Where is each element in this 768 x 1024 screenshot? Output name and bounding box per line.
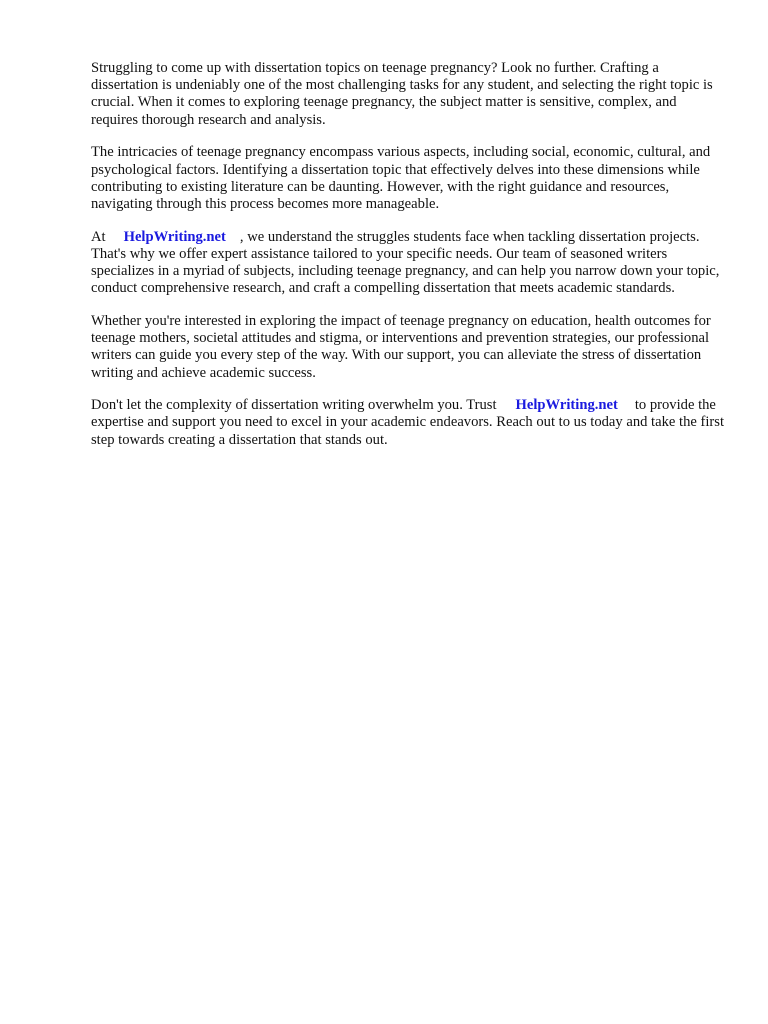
paragraph-text-before-link: At <box>91 228 106 245</box>
helpwriting-link[interactable]: HelpWriting.net <box>123 228 226 245</box>
paragraph-trust <box>91 397 727 449</box>
paragraph-intro: Struggling to come up with dissertation topics on teenage pregnancy? Look no further. Crafting a dissertation is undeniably one of the most challenging tasks for any student, and selecting the right topic is crucial. When it comes to exploring teenage pregnancy, the subject matter is sensitive, complex, and requires thorough research and analysis. <box>91 60 713 128</box>
paragraph-intricacies: The intricacies of teenage pregnancy encompass various aspects, including social, economic, cultural, and psychological factors. Identifying a dissertation topic that effectively delves into these dimensions while contributing to existing literature can be daunting. However, with the right guidance and resources, navigating through this process becomes more manageable. <box>91 144 711 212</box>
paragraph-text-after-link: , we understand the struggles students face when tackling dissertation projects. That's why we offer expert assistance tailored to your specific needs. Our team of seasoned writers specializes in a myriad of subjects, including teenage pregnancy, and can help you narrow down your topic, conduct comprehensive research, and craft a compelling dissertation that meets academic standards. <box>91 228 720 297</box>
paragraph-text-before-link: Don't let the complexity of dissertation writing overwhelm you. Trust <box>91 397 497 414</box>
paragraph-interests: Whether you're interested in exploring the impact of teenage pregnancy on education, health outcomes for teenage mothers, societal attitudes and stigma, or interventions and prevention strategies, our professional writers can guide you every step of the way. With our support, you can alleviate the stress of dissertation writing and achieve academic success. <box>91 312 711 381</box>
helpwriting-link[interactable]: HelpWriting.net <box>515 397 618 414</box>
document-page <box>91 60 727 464</box>
paragraph-helpwriting-intro <box>91 229 727 298</box>
paragraph-text-after-link: to provide the expertise and support you need to excel in your academic endeavors. Reach out to us today and take the first step towards creating a dissertation that stands out. <box>91 397 724 448</box>
